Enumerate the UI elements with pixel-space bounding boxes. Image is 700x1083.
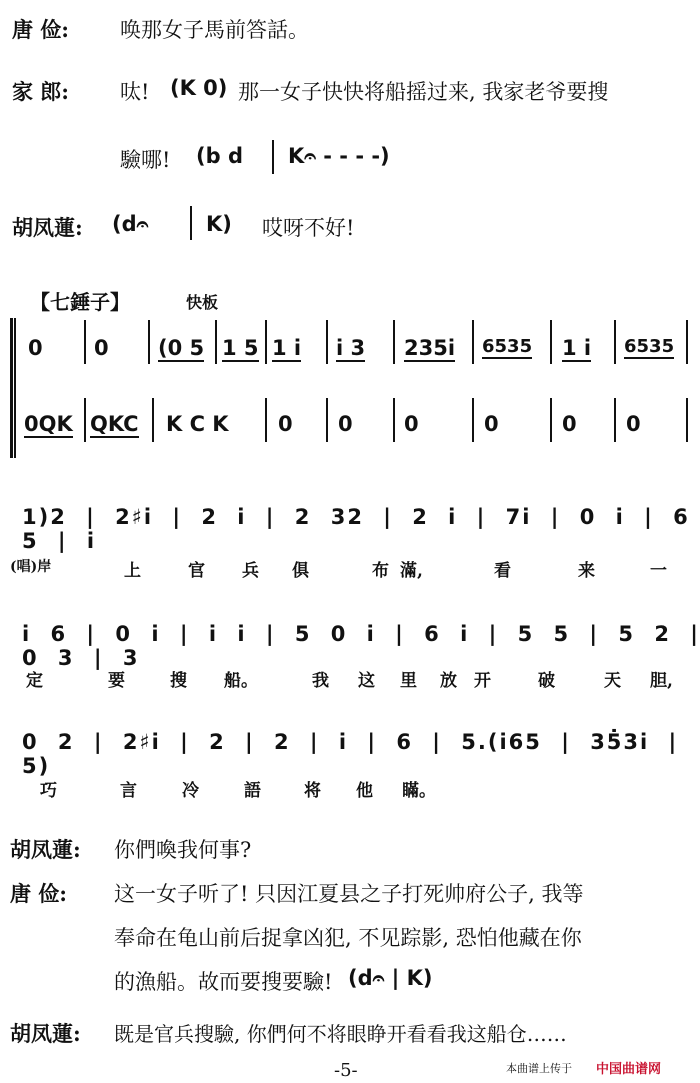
- barline: [550, 320, 552, 364]
- measure: 0: [626, 412, 641, 436]
- lyric: 一: [650, 561, 667, 581]
- measure: i 3: [336, 336, 366, 360]
- speech-line: 既是官兵搜驗, 你們何不将眼睁开看看我这船仓……: [114, 1022, 567, 1046]
- lyric: 俱: [292, 561, 309, 581]
- barline: [472, 398, 474, 442]
- speech-line: 唤那女子馬前答話。: [120, 18, 309, 42]
- speech-line: 的漁船。故而要搜要驗!: [114, 970, 333, 994]
- measure: 6535: [482, 336, 533, 357]
- lyric: 这: [358, 671, 375, 691]
- barline: [265, 320, 267, 364]
- lyric: 将: [304, 781, 321, 801]
- speech-line: 那一女子快快将船摇过来, 我家老爷要搜: [238, 80, 609, 104]
- measure: 0QK: [24, 412, 73, 436]
- measure: 1 5: [222, 336, 259, 360]
- lyric: (唱)岸: [10, 559, 52, 575]
- barline: [686, 398, 688, 442]
- barline: [614, 398, 616, 442]
- speech-line: 驗哪!: [120, 148, 171, 172]
- site-logo: 中国曲谱网: [596, 1062, 662, 1077]
- speech-line: 奉命在龟山前后捉拿凶犯, 不见踪影, 恐怕他藏在你: [114, 926, 582, 950]
- lyric: 我: [312, 671, 329, 691]
- system-brace: [10, 318, 13, 458]
- lyric: 天: [604, 671, 621, 691]
- measure: 0: [562, 412, 577, 436]
- lyric: 要: [108, 671, 125, 691]
- lyric: 瞞。: [402, 781, 436, 801]
- lyric: 語: [244, 781, 261, 801]
- page-number: -5-: [334, 1060, 358, 1081]
- percussion-paren: (b d: [196, 144, 243, 168]
- barline: [272, 140, 274, 174]
- measure: 0: [94, 336, 109, 360]
- barline: [84, 398, 86, 442]
- percussion-paren: (d𝄐: [112, 212, 149, 236]
- speech-line: 这一女子听了! 只因江夏县之子打死帅府公子, 我等: [114, 882, 584, 906]
- role-tang-jian: 唐 俭:: [12, 17, 70, 42]
- lyric: 放: [440, 671, 457, 691]
- role-hu-fenglian: 胡凤蓮:: [12, 215, 83, 240]
- lyric: 里: [400, 671, 417, 691]
- barline: [326, 398, 328, 442]
- percussion-paren: K): [206, 212, 232, 236]
- measure: K C K: [166, 412, 229, 436]
- barline: [550, 398, 552, 442]
- lyric: 言: [120, 781, 137, 801]
- percussion-paren: (d𝄐 | K): [348, 966, 433, 990]
- lyric: 胆,: [650, 671, 673, 691]
- lyric: 布: [372, 561, 389, 581]
- speech-line: 哎呀不好!: [262, 216, 355, 240]
- lyric: 官: [188, 561, 205, 581]
- section-label: 【七錘子】: [30, 290, 130, 314]
- measure: 1 i: [272, 336, 302, 360]
- barline: [393, 398, 395, 442]
- barline: [686, 320, 688, 364]
- lyric: 破: [538, 671, 555, 691]
- lyric: 船。: [224, 671, 258, 691]
- role-tang-jian: 唐 俭:: [10, 881, 68, 906]
- measure: (0 5: [158, 336, 205, 360]
- lyric: 来: [578, 561, 595, 581]
- barline: [152, 398, 154, 442]
- barline: [148, 320, 150, 364]
- lyric: 滿,: [400, 561, 423, 581]
- lyric: 上: [124, 561, 141, 581]
- barline: [265, 398, 267, 442]
- melody-notes: 1)2 | 2♯i | 2 i | 2 32 | 2 i | 7i | 0 i | 6 5 | i: [22, 505, 690, 553]
- lyric: 开: [474, 671, 491, 691]
- melody-notes: i 6 | 0 i | i i | 5 0 i | 6 i | 5 5 | 5 2 | 0 3 | 3: [22, 622, 700, 670]
- barline: [215, 320, 217, 364]
- upload-note: 本曲谱上传于: [506, 1062, 572, 1075]
- lyric: 兵: [242, 561, 259, 581]
- barline: [614, 320, 616, 364]
- measure: 0: [28, 336, 43, 360]
- tempo-marking: 快板: [186, 293, 219, 312]
- measure: 6535: [624, 336, 675, 357]
- measure: 1 i: [562, 336, 592, 360]
- lyric: 他: [356, 781, 373, 801]
- measure: QKC: [90, 412, 139, 436]
- barline: [84, 320, 86, 364]
- barline: [393, 320, 395, 364]
- lyric: 看: [494, 561, 511, 581]
- measure: 0: [278, 412, 293, 436]
- melody-notes: 0 2 | 2♯i | 2 | 2 | i | 6 | 5.(i65 | 35̇3i | 5): [22, 730, 679, 778]
- system-brace: [14, 318, 16, 458]
- barline: [472, 320, 474, 364]
- measure: 0: [404, 412, 419, 436]
- role-hu-fenglian: 胡凤蓮:: [10, 1021, 81, 1046]
- measure: 0: [484, 412, 499, 436]
- percussion-paren: K𝄐 - - - -): [288, 144, 390, 168]
- lyric: 定: [26, 671, 43, 691]
- barline: [326, 320, 328, 364]
- lyric: 巧: [40, 781, 57, 801]
- speech-line: 呔!: [120, 80, 150, 104]
- speech-line: 你們喚我何事?: [114, 838, 252, 862]
- percussion-paren: (K 0): [170, 76, 228, 100]
- barline: [190, 206, 192, 240]
- measure: 0: [338, 412, 353, 436]
- lyric: 搜: [170, 671, 187, 691]
- measure: 235i: [404, 336, 456, 360]
- role-hu-fenglian: 胡凤蓮:: [10, 837, 81, 862]
- lyric: 冷: [182, 781, 199, 801]
- role-jia-lang: 家 郎:: [12, 79, 70, 104]
